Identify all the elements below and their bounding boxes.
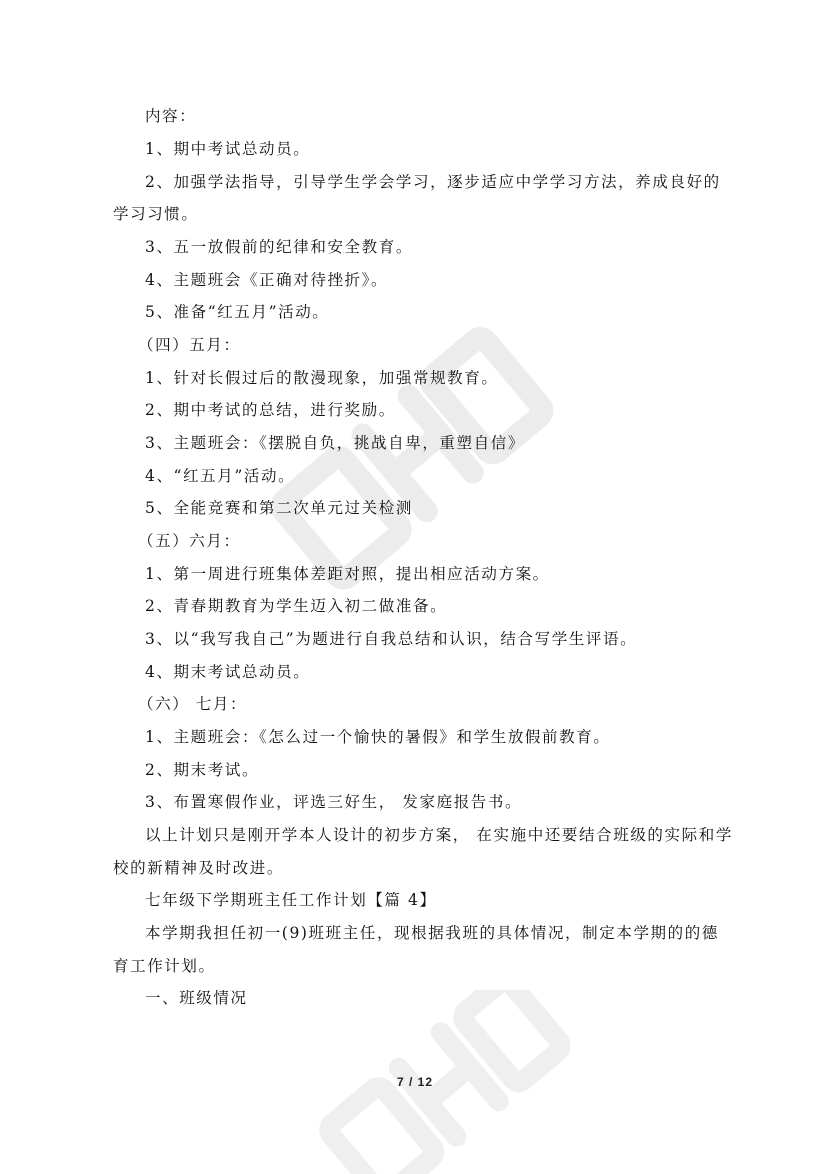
text-line: 3、五一放假前的纪律和安全教育。 xyxy=(145,238,413,256)
text-line: 校的新精神及时改进。 xyxy=(113,859,285,877)
text-line: 2、加强学法指导，引导学生学会学习，逐步适应中学学习方法，养成良好的 xyxy=(145,173,721,191)
text-line: 2、青春期教育为学生迈入初二做准备。 xyxy=(145,597,448,615)
article-title: 七年级下学期班主任工作计划【篇 4】 xyxy=(145,891,437,909)
text-line: 4、“红五月”活动。 xyxy=(145,467,296,485)
text-line: 2、期末考试。 xyxy=(145,761,260,779)
text-line: 学习习惯。 xyxy=(113,205,199,223)
text-line: 1、第一周进行班集体差距对照，提出相应活动方案。 xyxy=(145,565,550,583)
section-heading: （四）五月： xyxy=(138,336,241,354)
page-number: 7 / 12 xyxy=(396,1075,434,1089)
text-line: 5、准备“红五月”活动。 xyxy=(145,303,330,321)
text-line: 本学期我担任初一(9)班班主任，现根据我班的具体情况，制定本学期的的德 xyxy=(145,924,719,942)
section-heading: （五）六月： xyxy=(138,532,241,550)
text-line: 1、主题班会：《怎么过一个愉快的暑假》和学生放假前教育。 xyxy=(145,728,611,746)
text-line: 3、主题班会：《摆脱自负，挑战自卑，重塑自信》 xyxy=(145,434,525,452)
text-line: 3、以“我写我自己”为题进行自我总结和认识，结合写学生评语。 xyxy=(145,630,638,648)
text-line: 4、期末考试总动员。 xyxy=(145,663,311,681)
text-line: 1、针对长假过后的散漫现象，加强常规教育。 xyxy=(145,369,499,387)
text-line: 3、布置寒假作业，评选三好生， 发家庭报告书。 xyxy=(145,793,523,811)
section-heading: 一、班级情况 xyxy=(145,989,248,1007)
text-line: 5、全能竞赛和第二次单元过关检测 xyxy=(145,499,413,517)
text-line: 2、期中考试的总结，进行奖励。 xyxy=(145,401,396,419)
text-line: 4、主题班会《正确对待挫折》。 xyxy=(145,271,389,289)
section-heading: （六） 七月： xyxy=(138,695,248,713)
text-line: 1、期中考试总动员。 xyxy=(145,140,311,158)
text-line: 育工作计划。 xyxy=(113,957,216,975)
text-line: 内容： xyxy=(145,107,197,125)
text-line: 以上计划只是刚开学本人设计的初步方案， 在实施中还要结合班级的实际和学 xyxy=(145,826,733,844)
